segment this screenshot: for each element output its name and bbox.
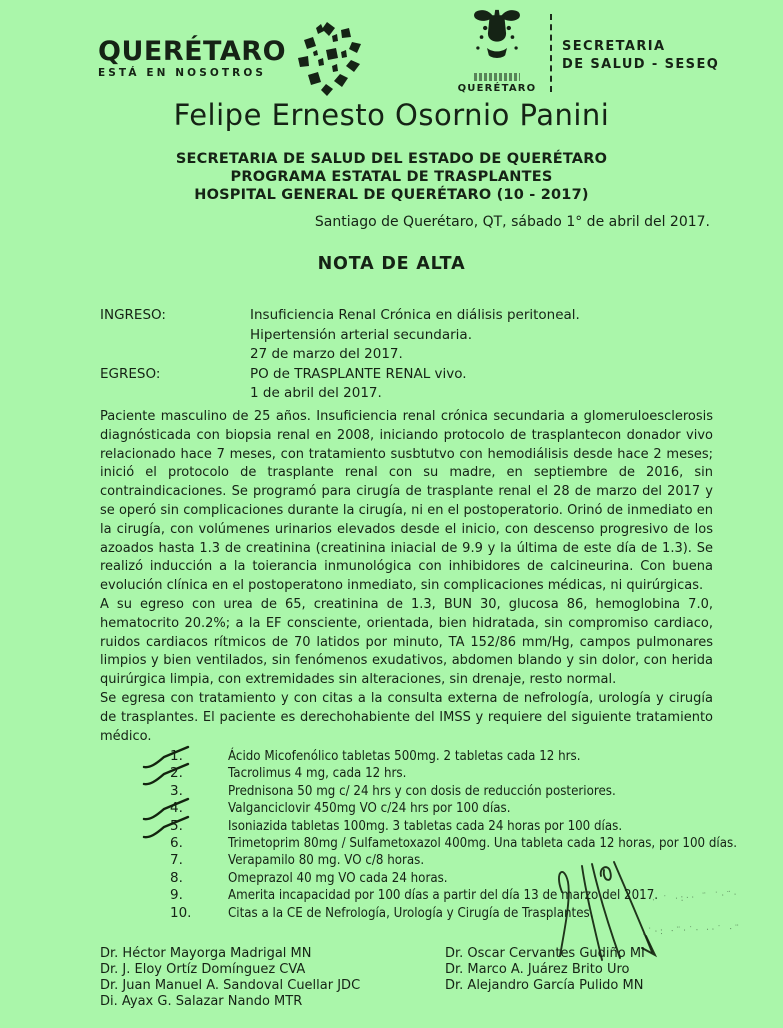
item-number: 6. bbox=[170, 834, 183, 851]
date-line: Santiago de Querétaro, QT, sábado 1° de abril del 2017. bbox=[314, 214, 710, 230]
discharge-findings-paragraph: A su egreso con urea de 65, creatinina de 1.3, BUN 30, glucosa 86, hemoglobina 7.0, hematocrito 20.2%; a la EF consciente, orientada, bien hidratada, sin compromiso cardiaco, ruidos cardiacos rítmicos de 70 latidos por minuto, TA 152/86 mm/Hg, campos pulmonares limpios y bien ventilados, sin fenómenos exudativos, abdomen blando y sin dolor, con herida quirúrgica limpia, con extremidades sin alteraciones, sin drenaje, resto normal. bbox=[100, 597, 713, 688]
doctor-name: Dr. J. Eloy Ortíz Domínguez CVA bbox=[100, 962, 306, 977]
item-text: Trimetoprim 80mg / Sulfametoxazol 400mg. Una tableta cada 12 horas, por 100 días. bbox=[228, 834, 737, 851]
ingreso-line: Hipertensión arterial secundaria. bbox=[250, 326, 472, 343]
item-number: 3. bbox=[170, 782, 183, 799]
state-seal bbox=[452, 8, 542, 94]
egreso-line: 1 de abril del 2017. bbox=[250, 385, 382, 401]
faint-stamp-text: · ˙ ·:·· ¨ ˙·¨· bbox=[651, 889, 740, 907]
item-number: 4. bbox=[170, 800, 228, 816]
item-text: Citas a la CE de Nefrología, Urología y Cirugía de Trasplantes. bbox=[228, 904, 594, 921]
ingreso-line: Insuficiencia Renal Crónica en diálisis peritoneal. bbox=[250, 307, 580, 323]
discharge-plan-paragraph: Se egresa con tratamiento y con citas a la consulta externa de nefrología, urología y cirugía de trasplantes. El paciente es derechohabiente del IMSS y requiere del siguiente tratamiento médico. bbox=[100, 690, 713, 744]
treatment-item bbox=[170, 783, 783, 800]
item-number: 5. bbox=[170, 818, 228, 834]
admission-section bbox=[100, 306, 715, 404]
secretaria-line1: SECRETARIA bbox=[562, 39, 666, 54]
item-text: Prednisona 50 mg c/ 24 hrs y con dosis de reducción posteriores. bbox=[228, 782, 616, 799]
doctor-name: Dr. Héctor Mayorga Madrigal MN bbox=[100, 946, 312, 961]
item-number: 2. bbox=[170, 765, 228, 781]
item-number: 8. bbox=[170, 869, 183, 886]
document-title: NOTA DE ALTA bbox=[317, 254, 466, 274]
mosaic-star-icon bbox=[296, 20, 364, 96]
doctor-name: Dr. Oscar Cervantes Gudiño MI bbox=[445, 946, 645, 961]
treatment-item bbox=[170, 835, 783, 852]
item-text: Tacrolimus 4 mg, cada 12 hrs. bbox=[228, 765, 407, 782]
queretaro-wordmark bbox=[98, 35, 287, 79]
institution-line1: SECRETARIA DE SALUD DEL ESTADO DE QUERÉTARO bbox=[175, 151, 608, 167]
header-dashed-divider bbox=[550, 14, 552, 92]
institution-line2: PROGRAMA ESTATAL DE TRASPLANTES bbox=[230, 169, 553, 185]
treatment-item bbox=[170, 852, 783, 869]
discharge-findings-block bbox=[100, 596, 713, 746]
doctor-name: Di. Ayax G. Salazar Nando MTR bbox=[100, 994, 303, 1009]
treatment-item bbox=[170, 870, 783, 887]
item-number: 1. bbox=[170, 748, 228, 764]
doctor-name: Dr. Marco A. Juárez Brito Uro bbox=[445, 962, 630, 977]
ingreso-lines bbox=[250, 306, 715, 365]
treatment-item bbox=[170, 818, 783, 835]
coat-of-arms-icon bbox=[465, 8, 529, 68]
doctor-name: Dr. Alejandro García Pulido MN bbox=[445, 978, 644, 993]
item-number: 10. bbox=[170, 904, 192, 921]
patient-name: Felipe Ernesto Osornio Panini bbox=[173, 98, 610, 132]
item-number: 9. bbox=[170, 887, 183, 904]
institution-line3: HOSPITAL GENERAL DE QUERÉTARO (10 - 2017) bbox=[194, 187, 589, 203]
egreso-lines bbox=[250, 365, 715, 404]
seal-caption: QUERÉTARO bbox=[457, 83, 537, 94]
ingreso-row bbox=[100, 306, 715, 365]
secretaria-salud-label bbox=[562, 38, 719, 74]
treatment-item bbox=[170, 800, 783, 817]
item-number: 7. bbox=[170, 852, 183, 869]
institution-block bbox=[0, 150, 783, 204]
health-secretariat-header bbox=[452, 8, 719, 94]
item-text: Omeprazol 40 mg VO cada 24 horas. bbox=[228, 869, 448, 886]
treatment-item bbox=[170, 905, 783, 922]
item-text: Valganciclovir 450mg VO c/24 hrs por 100 días. bbox=[228, 800, 511, 817]
treatment-item bbox=[170, 765, 783, 782]
queretaro-logo-text: QUERÉTARO bbox=[98, 35, 287, 67]
signatories-left-column bbox=[100, 946, 360, 1010]
item-text: Verapamilo 80 mg. VO c/8 horas. bbox=[228, 852, 425, 869]
item-text: Ácido Micofenólico tabletas 500mg. 2 tabletas cada 12 hrs. bbox=[228, 748, 581, 764]
treatment-item bbox=[170, 748, 783, 765]
ingreso-line: 27 de marzo del 2017. bbox=[250, 346, 403, 362]
item-text: Amerita incapacidad por 100 días a partir del día 13 de marzo del 2017. bbox=[228, 887, 659, 904]
faint-stamp-text: :˙·: ·¨·˙· ··˙ ·¨ bbox=[641, 924, 742, 938]
secretaria-line2: DE SALUD - SESEQ bbox=[562, 57, 720, 72]
item-text: Isoniazida tabletas 100mg. 3 tabletas cada 24 horas por 100 días. bbox=[228, 817, 623, 834]
doctor-name: Dr. Juan Manuel A. Sandoval Cuellar JDC bbox=[100, 978, 361, 993]
egreso-line: PO de TRASPLANTE RENAL vivo. bbox=[250, 365, 467, 382]
clinical-summary-paragraph: Paciente masculino de 25 años. Insuficiencia renal crónica secundaria a glomeruloesclerosis diagnósticada con biopsia renal en 2008, iniciando protocolo de trasplantecon donador vivo relacionado hace 7 meses, con tratamiento susbtutvo con hemodiálisis desde hace 2 meses; inició el protocolo de trasplante renal con su madre, en septiembre de 2016, sin contraindicaciones. Se programó para cirugía de trasplante renal el 28 de marzo del 2017 y se operó sin complicaciones durante la cirugía, ni en el postoperatorio. Orinó de inmediato en la cirugía, con volúmenes urinarios elevados desde el inicio, con descenso progresivo de los azoados hasta 1.3 de creatinina (creatinina iniacial de 9.9 y la última de este día de 1.3). Se realizó inducción a la toierancia inmunológica con inhibidores de calcineurina. Con buena evolución clínica en el postoperatono inmediato, sin complicaciones médicas, ni quirúrgicas. bbox=[100, 409, 713, 594]
queretaro-logo bbox=[98, 20, 364, 96]
egreso-label: EGRESO: bbox=[100, 365, 161, 382]
seal-small-caption bbox=[474, 73, 520, 81]
signatories-right-column bbox=[445, 946, 645, 994]
egreso-row bbox=[100, 365, 715, 404]
queretaro-logo-tagline: ESTÁ EN NOSOTROS bbox=[98, 66, 267, 79]
ingreso-label: INGRESO: bbox=[100, 307, 166, 323]
